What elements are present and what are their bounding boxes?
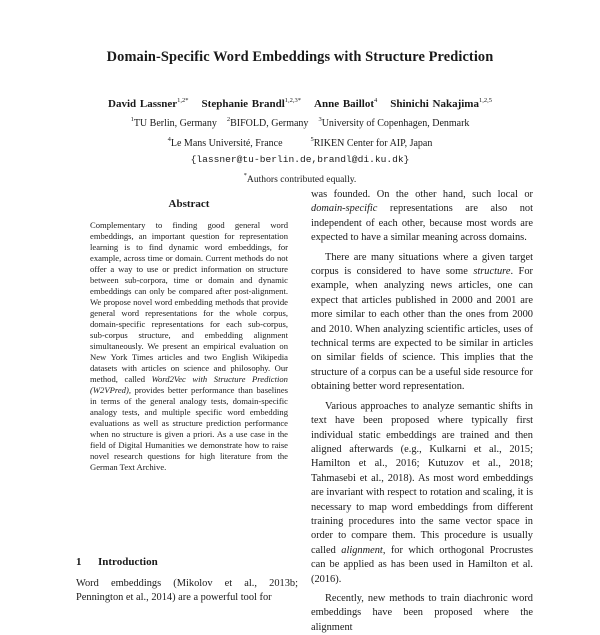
note-text: Authors contributed equally. xyxy=(246,174,357,185)
affiliation: BIFOLD, Germany xyxy=(230,118,309,129)
affil-number: 1 xyxy=(130,116,134,123)
affil-number: 4 xyxy=(167,136,171,143)
paragraph xyxy=(311,188,533,246)
emphasis: domain-specific xyxy=(311,203,378,215)
equal-contribution-note xyxy=(0,168,600,188)
author-affil-mark: 1,2,3* xyxy=(284,97,302,104)
author-affil-mark: 1,2* xyxy=(177,97,189,104)
paragraph xyxy=(311,400,533,587)
affiliations-line-1 xyxy=(0,112,600,132)
author-names xyxy=(0,93,600,112)
text-run: . For example, when analyzing news articles, one can expect that articles published in 2000 and 2001 are more similar to each other than the ones from 2000 and 2010. When analyzing scientific articles, uses of technical terms are expected to be similar in articles on similar fields of science. This implies that the structure of a corpus can be a useful side resource for obtaining better word representation. xyxy=(311,266,533,393)
affil-number: 3 xyxy=(318,116,322,123)
author-name: David Lassner xyxy=(108,98,178,110)
intro-paragraph: Word embeddings (Mikolov et al., 2013b; Pennington et al., 2014) are a powerful tool for xyxy=(76,578,298,603)
author-name: Anne Baillot xyxy=(314,98,374,110)
text-run: Various approaches to analyze semantic shifts in text have been proposed where typically first individual static embeddings are trained and then aligned afterwards (e.g., Kulkarni et al., 2015; Hamilton et al., 2016; Kutuzov et al., 2018; Tahmasebi et al., 2018). As most word embeddings are invariant with respect to rotation and scaling, it is necessary to map word embeddings from different training procedures into the same vector space in order to compare them. This procedure is usually called xyxy=(311,400,533,556)
affiliation: RIKEN Center for AIP, Japan xyxy=(313,138,433,149)
emphasis: alignment xyxy=(341,544,383,556)
author-emails: {lassner@tu-berlin.de,brandl@di.ku.dk} xyxy=(190,154,410,165)
text-run: , for which orthogonal Procrustes can be applied as has been used in Hamilton et al. (2016). xyxy=(311,544,533,585)
note-mark: * xyxy=(243,172,247,179)
affil-number: 5 xyxy=(310,136,314,143)
affiliations-line-2 xyxy=(0,132,600,152)
paragraph: Recently, new methods to train diachronic word embeddings have been proposed where the alignment xyxy=(311,592,533,633)
section-title: Introduction xyxy=(98,556,158,568)
affil-number: 2 xyxy=(226,116,231,123)
text-run: There are many situations where a given target corpus is considered to have some xyxy=(311,251,533,278)
author-block xyxy=(0,93,600,188)
affiliation: Le Mans Université, France xyxy=(170,138,283,149)
author-name: Shinichi Nakajima xyxy=(390,98,479,110)
emphasis: structure xyxy=(473,266,511,278)
author-name: Stephanie Brandl xyxy=(201,98,285,110)
affiliation: TU Berlin, Germany xyxy=(133,118,217,129)
abstract-text: , provides better performance than baselines in terms of the general analogy tests, domain-specific analogy tests, and multiple specific word embedding evaluations as well as structure prediction performance when no structure is given a priori. As a use case in the field of Digital Humanities we demonstrate how to raise novel research questions for high literature from the German Text Archive. xyxy=(90,385,288,472)
abstract-body xyxy=(90,220,288,473)
abstract-heading: Abstract xyxy=(168,198,210,210)
affiliation: University of Copenhagen, Denmark xyxy=(321,118,470,129)
text-run: representations are also not independent of each other, because most words are expected to have a similar meaning across domains. xyxy=(311,203,533,244)
author-affil-mark: 4 xyxy=(374,97,378,104)
paragraph xyxy=(311,251,533,395)
section-number: 1 xyxy=(76,556,82,568)
text-run: was founded. On the other hand, such local or xyxy=(311,189,533,200)
right-column xyxy=(311,188,533,635)
abstract-text: Complementary to finding good general word embeddings, an important question for representation learning is to find dynamic word embeddings, for example, across time or domain. Current methods do not offer a way to use or predict information on structure between sub-corpora, time or domain and dynamic embeddings can only be compared after post-alignment. We propose novel word embedding methods that provide general word representations for the whole corpus, domain-specific representations for each sub-corpus, sub-corpus structure, and embedding alignment simultaneously. We present an empirical evaluation on New York Times articles and two English Wikipedia datasets with articles on science and philosophy. Our method, called xyxy=(90,220,288,384)
method-name: Word2Vec with Structure Prediction (W2VPred) xyxy=(90,374,288,395)
section-heading xyxy=(76,556,158,568)
paper-title: Domain-Specific Word Embeddings with Structure Prediction xyxy=(106,49,494,65)
author-affil-mark: 1,2,5 xyxy=(478,97,492,104)
